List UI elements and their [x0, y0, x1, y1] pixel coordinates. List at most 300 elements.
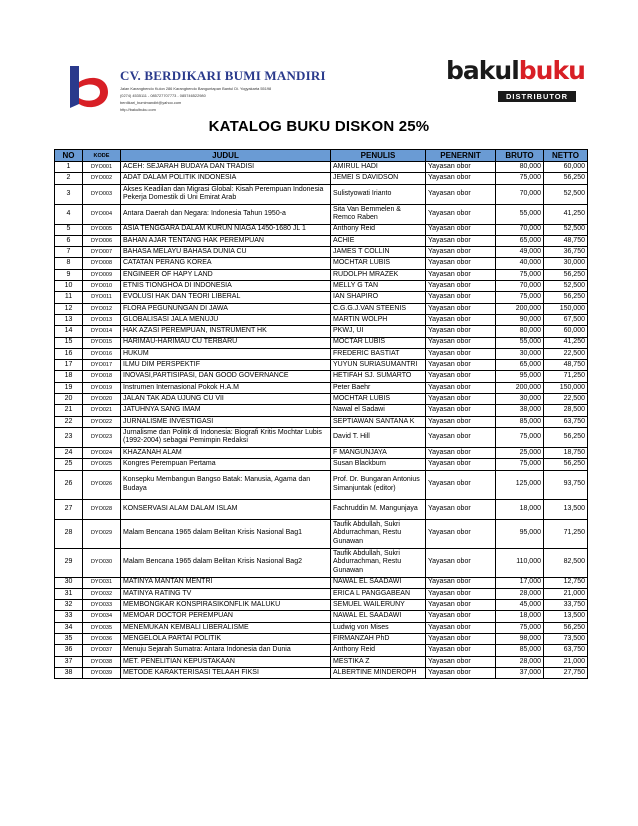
cell-bruto: 18,000	[496, 611, 544, 622]
cell-netto: 82,500	[544, 548, 588, 577]
table-row	[55, 600, 588, 611]
cell-penerbit: Yayasan obor	[426, 499, 496, 519]
table-body	[55, 162, 588, 679]
cell-bruto: 30,000	[496, 394, 544, 405]
cell-penulis: ACHIE	[331, 235, 426, 246]
cell-kode: DYO021	[83, 405, 121, 416]
cell-penulis: Ludwig von Mises	[331, 622, 426, 633]
cell-penulis: Prof. Dr. Bungaran Antonius Simanjuntak (editor)	[331, 470, 426, 499]
catalog-header	[0, 0, 638, 130]
cell-penulis: MELLY G TAN	[331, 281, 426, 292]
cell-bruto: 17,000	[496, 577, 544, 588]
cell-netto: 63,750	[544, 645, 588, 656]
cell-bruto: 75,000	[496, 622, 544, 633]
cell-judul: MET. PENELITIAN KEPUSTAKAAN	[121, 656, 331, 667]
cell-no: 28	[55, 519, 83, 548]
cell-netto: 33,750	[544, 600, 588, 611]
cell-kode: DYO039	[83, 667, 121, 678]
cell-kode: DYO018	[83, 371, 121, 382]
cell-no: 9	[55, 269, 83, 280]
cell-kode: DYO001	[83, 162, 121, 173]
cell-kode: DYO024	[83, 447, 121, 458]
cell-penerbit: Yayasan obor	[426, 577, 496, 588]
cell-netto: 93,750	[544, 470, 588, 499]
company-info	[120, 68, 450, 112]
cell-no: 11	[55, 292, 83, 303]
cell-bruto: 98,000	[496, 634, 544, 645]
table-row	[55, 235, 588, 246]
cell-no: 25	[55, 459, 83, 470]
table-row	[55, 656, 588, 667]
cell-no: 30	[55, 577, 83, 588]
cell-bruto: 45,000	[496, 600, 544, 611]
cell-penulis: ALBERTINE MINDEROPH	[331, 667, 426, 678]
cell-bruto: 70,000	[496, 184, 544, 204]
cell-judul: EVOLUSI HAK DAN TEORI LIBERAL	[121, 292, 331, 303]
cell-netto: 27,750	[544, 667, 588, 678]
cell-penerbit: Yayasan obor	[426, 224, 496, 235]
cell-penerbit: Yayasan obor	[426, 162, 496, 173]
table-row	[55, 470, 588, 499]
cell-penulis: SEMUEL WAILERUNY	[331, 600, 426, 611]
cell-netto: 52,500	[544, 224, 588, 235]
cell-penulis: JAMES T COLLIN	[331, 247, 426, 258]
cell-penulis: ERICA L PANGGABEAN	[331, 588, 426, 599]
cell-no: 20	[55, 394, 83, 405]
cell-no: 17	[55, 360, 83, 371]
cell-kode: DYO036	[83, 634, 121, 645]
cell-penulis: SEPTIAWAN SANTANA K	[331, 416, 426, 427]
cell-kode: DYO009	[83, 269, 121, 280]
table-row	[55, 326, 588, 337]
cell-netto: 56,250	[544, 173, 588, 184]
cell-penerbit: Yayasan obor	[426, 622, 496, 633]
company-website: http://bakulbuku.com	[120, 107, 156, 112]
cell-penulis: PKWJ, UI	[331, 326, 426, 337]
cell-bruto: 28,000	[496, 656, 544, 667]
cell-bruto: 200,000	[496, 303, 544, 314]
cell-netto: 52,500	[544, 184, 588, 204]
cell-no: 33	[55, 611, 83, 622]
cell-penerbit: Yayasan obor	[426, 303, 496, 314]
cell-netto: 56,250	[544, 292, 588, 303]
company-logo-icon	[66, 64, 112, 112]
table-row	[55, 224, 588, 235]
cell-judul: BAHAN AJAR TENTANG HAK PEREMPUAN	[121, 235, 331, 246]
catalog-title: KATALOG BUKU DISKON 25%	[208, 118, 430, 135]
cell-judul: INOVASI,PARTISIPASI, DAN GOOD GOVERNANCE	[121, 371, 331, 382]
cell-netto: 30,000	[544, 258, 588, 269]
cell-no: 32	[55, 600, 83, 611]
cell-judul: ACEH: SEJARAH BUDAYA DAN TRADISI	[121, 162, 331, 173]
cell-netto: 21,000	[544, 588, 588, 599]
cell-penulis: David T. Hill	[331, 427, 426, 447]
cell-netto: 150,000	[544, 382, 588, 393]
cell-netto: 56,250	[544, 269, 588, 280]
cell-bruto: 55,000	[496, 337, 544, 348]
cell-netto: 48,750	[544, 235, 588, 246]
cell-judul: Konsepku Membangun Bangso Batak: Manusia, Agama dan Budaya	[121, 470, 331, 499]
cell-penerbit: Yayasan obor	[426, 204, 496, 224]
cell-kode: DYO037	[83, 645, 121, 656]
cell-penerbit: Yayasan obor	[426, 459, 496, 470]
cell-penulis: Nawal el Sadawi	[331, 405, 426, 416]
cell-netto: 67,500	[544, 314, 588, 325]
cell-netto: 41,250	[544, 204, 588, 224]
table-row	[55, 622, 588, 633]
cell-no: 36	[55, 645, 83, 656]
cell-penulis: Anthony Reid	[331, 224, 426, 235]
table-row	[55, 204, 588, 224]
cell-penerbit: Yayasan obor	[426, 371, 496, 382]
cell-penulis: JEMEI S DAVIDSON	[331, 173, 426, 184]
cell-penulis: MESTIKA Z	[331, 656, 426, 667]
cell-penerbit: Yayasan obor	[426, 645, 496, 656]
cell-no: 24	[55, 447, 83, 458]
cell-kode: DYO022	[83, 416, 121, 427]
col-header-penulis: PENULIS	[331, 150, 426, 162]
cell-bruto: 70,000	[496, 281, 544, 292]
cell-no: 12	[55, 303, 83, 314]
col-header-penerbit: PENERNIT	[426, 150, 496, 162]
cell-penulis: MARTIN WOLPH	[331, 314, 426, 325]
table-row	[55, 577, 588, 588]
cell-judul: MEMBONGKAR KONSPIRASIKONFLIK MALUKU	[121, 600, 331, 611]
cell-bruto: 37,000	[496, 667, 544, 678]
brand-wordmark	[446, 56, 585, 85]
cell-bruto: 95,000	[496, 519, 544, 548]
cell-no: 2	[55, 173, 83, 184]
cell-no: 3	[55, 184, 83, 204]
cell-no: 16	[55, 348, 83, 359]
cell-penerbit: Yayasan obor	[426, 314, 496, 325]
cell-kode: DYO031	[83, 577, 121, 588]
cell-netto: 60,000	[544, 326, 588, 337]
cell-judul: KONSERVASI ALAM DALAM ISLAM	[121, 499, 331, 519]
cell-no: 31	[55, 588, 83, 599]
brand-distributor-tag: DISTRIBUTOR	[498, 91, 576, 102]
cell-bruto: 18,000	[496, 499, 544, 519]
cell-kode: DYO003	[83, 184, 121, 204]
cell-penerbit: Yayasan obor	[426, 269, 496, 280]
cell-netto: 52,500	[544, 281, 588, 292]
table-row	[55, 548, 588, 577]
cell-penulis: RUDOLPH MRAZEK	[331, 269, 426, 280]
cell-bruto: 49,000	[496, 247, 544, 258]
cell-judul: MATINYA RATING TV	[121, 588, 331, 599]
cell-judul: JALAN TAK ADA UJUNG CU VII	[121, 394, 331, 405]
table-row	[55, 360, 588, 371]
cell-bruto: 90,000	[496, 314, 544, 325]
cell-netto: 41,250	[544, 337, 588, 348]
cell-judul: FLORA PEGUNUNGAN DI JAWA	[121, 303, 331, 314]
cell-penerbit: Yayasan obor	[426, 447, 496, 458]
cell-kode: DYO026	[83, 470, 121, 499]
table-header-row	[55, 150, 588, 162]
cell-bruto: 30,000	[496, 348, 544, 359]
cell-penulis: HETIFAH SJ. SUMARTO	[331, 371, 426, 382]
cell-kode: DYO029	[83, 519, 121, 548]
cell-judul: HAK AZASI PEREMPUAN, INSTRUMENT HK	[121, 326, 331, 337]
cell-no: 1	[55, 162, 83, 173]
cell-bruto: 75,000	[496, 459, 544, 470]
cell-bruto: 110,000	[496, 548, 544, 577]
cell-netto: 56,250	[544, 427, 588, 447]
cell-judul: Menuju Sejarah Sumatra: Antara Indonesia dan Dunia	[121, 645, 331, 656]
cell-no: 4	[55, 204, 83, 224]
cell-judul: HARIMAU-HARIMAU CU TERBARU	[121, 337, 331, 348]
brand-part-1: bakul	[446, 56, 519, 85]
cell-kode: DYO019	[83, 382, 121, 393]
cell-judul: JATUHNYA SANG IMAM	[121, 405, 331, 416]
cell-bruto: 65,000	[496, 360, 544, 371]
cell-judul: MENGELOLA PARTAI POLITIK	[121, 634, 331, 645]
cell-judul: ILMU DIM PERSPEKTIF	[121, 360, 331, 371]
cell-penerbit: Yayasan obor	[426, 173, 496, 184]
table-row	[55, 459, 588, 470]
cell-no: 10	[55, 281, 83, 292]
cell-netto: 36,750	[544, 247, 588, 258]
cell-no: 37	[55, 656, 83, 667]
cell-kode: DYO030	[83, 548, 121, 577]
cell-bruto: 75,000	[496, 427, 544, 447]
cell-no: 18	[55, 371, 83, 382]
cell-penulis: Sita Van Bemmelen & Remco Raben	[331, 204, 426, 224]
table-row	[55, 258, 588, 269]
cell-judul: BAHASA MELAYU BAHASA DUNIA CU	[121, 247, 331, 258]
cell-bruto: 85,000	[496, 645, 544, 656]
cell-netto: 71,250	[544, 519, 588, 548]
cell-judul: Malam Bencana 1965 dalam Belitan Krisis Nasional Bag1	[121, 519, 331, 548]
cell-netto: 22,500	[544, 348, 588, 359]
cell-netto: 71,250	[544, 371, 588, 382]
cell-judul: CATATAN PERANG KOREA	[121, 258, 331, 269]
cell-penerbit: Yayasan obor	[426, 184, 496, 204]
cell-penerbit: Yayasan obor	[426, 667, 496, 678]
cell-kode: DYO013	[83, 314, 121, 325]
cell-judul: ETNIS TIONGHOA DI INDONESIA	[121, 281, 331, 292]
cell-bruto: 125,000	[496, 470, 544, 499]
cell-penerbit: Yayasan obor	[426, 427, 496, 447]
table-row	[55, 162, 588, 173]
cell-penulis: NAWAL EL SAADAWI	[331, 577, 426, 588]
cell-bruto: 38,000	[496, 405, 544, 416]
cell-penulis: Fachruddin M. Mangunjaya	[331, 499, 426, 519]
cell-netto: 13,500	[544, 499, 588, 519]
col-header-bruto: BRUTO	[496, 150, 544, 162]
table-row	[55, 371, 588, 382]
cell-judul: Instrumen Internasional Pokok H.A.M	[121, 382, 331, 393]
cell-penerbit: Yayasan obor	[426, 394, 496, 405]
cell-judul: Antara Daerah dan Negara: Indonesia Tahun 1950-a	[121, 204, 331, 224]
cell-judul: ENGINEER OF HAPY LAND	[121, 269, 331, 280]
cell-judul: MATINYA MANTAN MENTRI	[121, 577, 331, 588]
cell-netto: 150,000	[544, 303, 588, 314]
table-row	[55, 303, 588, 314]
cell-no: 38	[55, 667, 83, 678]
cell-penulis: Taufik Abdullah, Sukri Abdurrachman, Restu Gunawan	[331, 548, 426, 577]
cell-no: 21	[55, 405, 83, 416]
table-row	[55, 427, 588, 447]
cell-penerbit: Yayasan obor	[426, 281, 496, 292]
table-row	[55, 348, 588, 359]
cell-netto: 18,750	[544, 447, 588, 458]
table-row	[55, 645, 588, 656]
table-row	[55, 394, 588, 405]
table-row	[55, 519, 588, 548]
cell-penulis: Taufik Abdullah, Sukri Abdurrachman, Restu Gunawan	[331, 519, 426, 548]
cell-penulis: YUYUN SURIASUMANTRI	[331, 360, 426, 371]
cell-penulis: NAWAL EL SAADAWI	[331, 611, 426, 622]
cell-kode: DYO016	[83, 348, 121, 359]
col-header-netto: NETTO	[544, 150, 588, 162]
cell-netto: 60,000	[544, 162, 588, 173]
table-row	[55, 337, 588, 348]
cell-penerbit: Yayasan obor	[426, 382, 496, 393]
cell-kode: DYO032	[83, 588, 121, 599]
cell-penulis: Susan Blackburn	[331, 459, 426, 470]
table-row	[55, 292, 588, 303]
table-row	[55, 405, 588, 416]
cell-bruto: 80,000	[496, 326, 544, 337]
cell-judul: METODE KARAKTERISASI TELAAH FIKSI	[121, 667, 331, 678]
company-address-1: Jalan Karangbendo Kulon 286 Karangbendo Banguntapan Bantul Di. Yogyakarta 55198	[120, 86, 272, 91]
cell-kode: DYO023	[83, 427, 121, 447]
cell-bruto: 55,000	[496, 204, 544, 224]
cell-judul: MENEMUKAN KEMBALI LIBERALISME	[121, 622, 331, 633]
cell-penerbit: Yayasan obor	[426, 588, 496, 599]
cell-netto: 56,250	[544, 622, 588, 633]
cell-penerbit: Yayasan obor	[426, 470, 496, 499]
cell-penerbit: Yayasan obor	[426, 600, 496, 611]
cell-penerbit: Yayasan obor	[426, 292, 496, 303]
cell-penerbit: Yayasan obor	[426, 337, 496, 348]
cell-bruto: 40,000	[496, 258, 544, 269]
cell-penulis: Anthony Reid	[331, 645, 426, 656]
cell-kode: DYO033	[83, 600, 121, 611]
cell-penerbit: Yayasan obor	[426, 548, 496, 577]
cell-no: 26	[55, 470, 83, 499]
cell-kode: DYO006	[83, 235, 121, 246]
cell-judul: Akses Keadilan dan Migrasi Global: Kisah Perempuan Indonesia Pekerja Domestik di Uni Emirat Arab	[121, 184, 331, 204]
cell-penerbit: Yayasan obor	[426, 405, 496, 416]
cell-kode: DYO012	[83, 303, 121, 314]
cell-netto: 22,500	[544, 394, 588, 405]
cell-bruto: 95,000	[496, 371, 544, 382]
cell-netto: 12,750	[544, 577, 588, 588]
cell-kode: DYO004	[83, 204, 121, 224]
cell-netto: 21,000	[544, 656, 588, 667]
cell-judul: ASIA TENGGARA DALAM KURUN NIAGA 1450-1680 JL 1	[121, 224, 331, 235]
company-address-2: (0274) 4535111 - 085727707773 - 085746522980	[120, 93, 206, 98]
cell-kode: DYO038	[83, 656, 121, 667]
cell-netto: 56,250	[544, 459, 588, 470]
cell-kode: DYO015	[83, 337, 121, 348]
table-row	[55, 499, 588, 519]
cell-netto: 28,500	[544, 405, 588, 416]
cell-penulis: MOCHTAR LUBIS	[331, 258, 426, 269]
cell-penerbit: Yayasan obor	[426, 326, 496, 337]
cell-bruto: 25,000	[496, 447, 544, 458]
cell-penerbit: Yayasan obor	[426, 611, 496, 622]
table-row	[55, 667, 588, 678]
cell-penulis: IAN SHAPIRO	[331, 292, 426, 303]
table-row	[55, 247, 588, 258]
cell-no: 6	[55, 235, 83, 246]
cell-bruto: 75,000	[496, 269, 544, 280]
cell-kode: DYO028	[83, 499, 121, 519]
cell-judul: HUKUM	[121, 348, 331, 359]
cell-penulis: Peter Baehr	[331, 382, 426, 393]
cell-penulis: F MANGUNJAYA	[331, 447, 426, 458]
cell-no: 34	[55, 622, 83, 633]
cell-no: 29	[55, 548, 83, 577]
cell-bruto: 65,000	[496, 235, 544, 246]
cell-kode: DYO011	[83, 292, 121, 303]
table-row	[55, 634, 588, 645]
cell-kode: DYO007	[83, 247, 121, 258]
company-name: CV. BERDIKARI BUMI MANDIRI	[120, 68, 326, 83]
cell-penulis: AMIRUL HADI	[331, 162, 426, 173]
company-email: berdikari_bumimandiri@yahoo.com	[120, 100, 182, 105]
table-row	[55, 173, 588, 184]
cell-judul: MEMOAR DOCTOR PEREMPUAN	[121, 611, 331, 622]
cell-netto: 73,500	[544, 634, 588, 645]
table-row	[55, 314, 588, 325]
cell-penerbit: Yayasan obor	[426, 416, 496, 427]
cell-judul: GLOBALISASI JALA MENUJU	[121, 314, 331, 325]
cell-no: 14	[55, 326, 83, 337]
cell-penerbit: Yayasan obor	[426, 235, 496, 246]
cell-judul: ADAT DALAM POLITIK INDONESIA	[121, 173, 331, 184]
cell-kode: DYO020	[83, 394, 121, 405]
cell-penulis: Sulistyowati Irianto	[331, 184, 426, 204]
cell-no: 23	[55, 427, 83, 447]
cell-penulis: FIRMANZAH PhD	[331, 634, 426, 645]
cell-no: 27	[55, 499, 83, 519]
cell-penulis: MOCHTAR LUBIS	[331, 394, 426, 405]
cell-penerbit: Yayasan obor	[426, 247, 496, 258]
cell-kode: DYO008	[83, 258, 121, 269]
table-row	[55, 588, 588, 599]
cell-no: 7	[55, 247, 83, 258]
col-header-judul: JUDUL	[121, 150, 331, 162]
brand-part-2: buku	[518, 56, 585, 85]
cell-kode: DYO034	[83, 611, 121, 622]
cell-penerbit: Yayasan obor	[426, 656, 496, 667]
cell-netto: 63,750	[544, 416, 588, 427]
cell-bruto: 85,000	[496, 416, 544, 427]
cell-no: 13	[55, 314, 83, 325]
cell-no: 35	[55, 634, 83, 645]
col-header-no: NO	[55, 150, 83, 162]
catalog-table	[54, 149, 588, 679]
cell-penerbit: Yayasan obor	[426, 360, 496, 371]
cell-judul: JURNALISME INVESTIGASI	[121, 416, 331, 427]
cell-bruto: 200,000	[496, 382, 544, 393]
cell-judul: Malam Bencana 1965 dalam Belitan Krisis Nasional Bag2	[121, 548, 331, 577]
table-row	[55, 447, 588, 458]
col-header-kode: KODE	[83, 150, 121, 162]
cell-penulis: MOCTAR LUBIS	[331, 337, 426, 348]
table-row	[55, 281, 588, 292]
cell-bruto: 75,000	[496, 292, 544, 303]
table-row	[55, 382, 588, 393]
cell-no: 8	[55, 258, 83, 269]
cell-bruto: 80,000	[496, 162, 544, 173]
cell-penulis: FREDERIC BASTIAT	[331, 348, 426, 359]
cell-penulis: C.G.G.J.VAN STEENIS	[331, 303, 426, 314]
